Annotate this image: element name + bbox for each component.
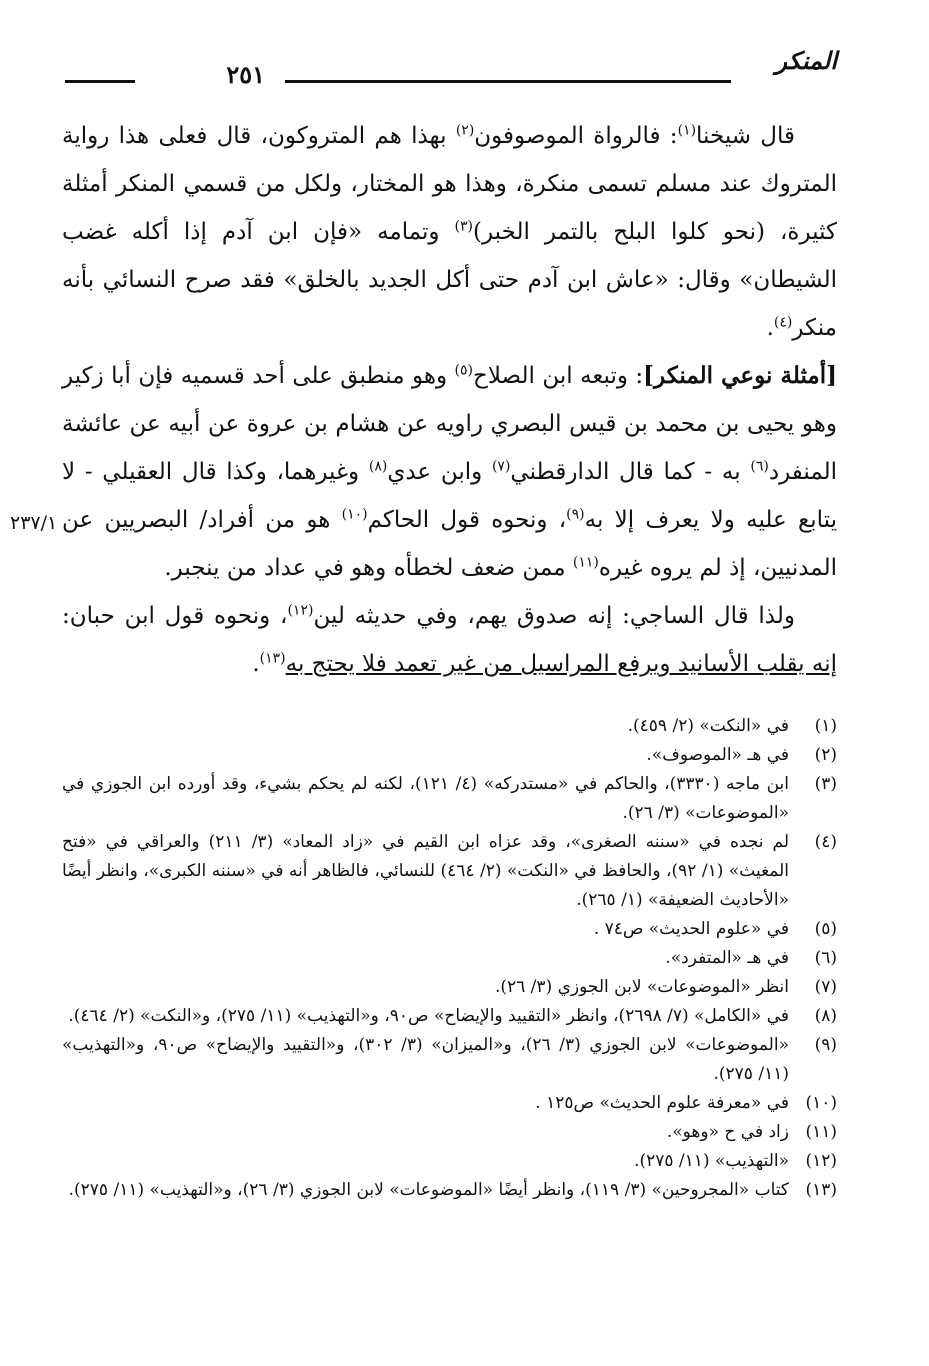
footnote-number: (٥) bbox=[814, 919, 837, 939]
paragraph-3 bbox=[62, 592, 837, 688]
footnote bbox=[62, 1147, 837, 1176]
header-rule-right bbox=[285, 80, 731, 83]
text-run: وهو منطبق على أحد قسميه فإن أبا زكير وهو يحيى بن محمد بن قيس البصري راويه عن هشام بن عروة عن أبيه عن عائشة المنفرد bbox=[62, 363, 838, 485]
footnote-text: «الموضوعات» لابن الجوزي (٣/ ٢٦)، و«الميزان» (٣/ ٣٠٢)، و«التقييد والإيضاح» ص٩٠، و«التهذيب» (١١/ ٢٧٥). bbox=[62, 1035, 789, 1084]
footnote-text: انظر «الموضوعات» لابن الجوزي (٣/ ٢٦). bbox=[494, 977, 789, 997]
footnote-ref: (١٠) bbox=[341, 506, 368, 523]
footnote-text: في هـ «الموصوف». bbox=[646, 745, 789, 765]
footnote-text: كتاب «المجروحين» (٣/ ١١٩)، وانظر أيضًا «الموضوعات» لابن الجوزي (٣/ ٢٦)، و«التهذيب» (١١/ ٢٧٥). bbox=[68, 1180, 789, 1200]
footnote bbox=[62, 1002, 837, 1031]
main-text bbox=[62, 112, 837, 688]
text-run: . bbox=[766, 315, 774, 341]
footnote-number: (٨) bbox=[814, 1006, 837, 1026]
footnote-ref: (١١) bbox=[572, 554, 599, 571]
text-run: وتمامه «فإن ابن آدم إذا أكله غضب الشيطان» وقال: «عاش ابن آدم حتى أكل الجديد بالخلق» فقد صرح النسائي بأنه منكر bbox=[62, 219, 837, 341]
footnote-number: (١٠) bbox=[805, 1093, 837, 1113]
text-run: وابن عدي bbox=[387, 459, 492, 485]
footnote-text: ابن ماجه (٣٣٣٠)، والحاكم في «مستدركه» (٤/ ١٢١)، لكنه لم يحكم بشيء، وقد أورده ابن الجوزي في «الموضوعات» (٣/ ٢٦). bbox=[62, 774, 789, 823]
footnote-ref: (١) bbox=[677, 122, 697, 139]
header-rule-left bbox=[65, 80, 135, 83]
text-run: ، ونحوه قول ابن حبان: bbox=[62, 603, 288, 629]
footnote-ref: (٣) bbox=[454, 218, 474, 235]
text-run: . bbox=[252, 651, 260, 677]
footnote bbox=[62, 1176, 837, 1205]
footnote bbox=[62, 1118, 837, 1147]
margin-note: ٢٣٧/١ bbox=[10, 512, 58, 534]
footnote-ref: (١٢) bbox=[287, 602, 314, 619]
footnote-text: «التهذيب» (١١/ ٢٧٥). bbox=[634, 1151, 789, 1171]
footnote bbox=[62, 828, 837, 915]
footnote-number: (١٣) bbox=[805, 1180, 837, 1200]
footnote-number: (٢) bbox=[814, 745, 837, 765]
footnote-number: (١) bbox=[814, 716, 837, 736]
footnote bbox=[62, 741, 837, 770]
page-number: ٢٥١ bbox=[226, 60, 265, 89]
footnote-ref: (٢) bbox=[455, 122, 475, 139]
footnote-text: زاد في ح «وهو». bbox=[666, 1122, 789, 1142]
footnote-ref: (٨) bbox=[368, 458, 388, 475]
footnote-number: (١٢) bbox=[805, 1151, 837, 1171]
underlined-text: إنه يقلب الأسانيد ويرفع المراسيل من غير تعمد فلا يحتج به bbox=[285, 651, 837, 677]
footnote-number: (١١) bbox=[805, 1122, 837, 1142]
paragraph-1 bbox=[62, 112, 837, 352]
footnote-text: في هـ «المتفرد». bbox=[665, 948, 789, 968]
footnote-number: (٧) bbox=[814, 977, 837, 997]
text-run: ، ونحوه قول الحاكم bbox=[367, 507, 567, 533]
footnotes bbox=[62, 712, 837, 1205]
footnote-ref: (٥) bbox=[454, 362, 473, 379]
text-run: به - كما قال الدارقطني bbox=[510, 459, 751, 485]
footnote-ref: (٤) bbox=[773, 314, 793, 331]
text-run: بهذا هم المتروكون، قال فعلى هذا رواية المتروك عند مسلم تسمى منكرة، وهذا هو المختار، ولكل من قسمي المنكر أمثلة كثيرة، (نحو كلوا البلح بالتمر الخبر) bbox=[62, 123, 837, 245]
footnote bbox=[62, 915, 837, 944]
footnote-ref: (١٣) bbox=[259, 650, 286, 667]
footnote bbox=[62, 770, 837, 828]
footnote bbox=[62, 712, 837, 741]
footnote bbox=[62, 1089, 837, 1118]
footnote-text: في «النكت» (٢/ ٤٥٩). bbox=[627, 716, 789, 736]
footnote-number: (٦) bbox=[814, 948, 837, 968]
footnote-number: (٩) bbox=[814, 1035, 837, 1055]
text-run: وغيرهما، وكذا قال العقيلي - لا يتابع عليه ولا يعرف إلا به bbox=[62, 459, 837, 533]
footnote-ref: (٩) bbox=[566, 506, 585, 523]
text-run: ممن ضعف لخطأه وهو في عداد من ينجبر. bbox=[164, 555, 573, 581]
footnote-text: في «علوم الحديث» ص٧٤ . bbox=[593, 919, 789, 939]
footnote-ref: (٧) bbox=[491, 458, 511, 475]
footnote-number: (٤) bbox=[814, 832, 837, 852]
footnote-text: لم نجده في «سننه الصغرى»، وقد عزاه ابن القيم في «زاد المعاد» (٣/ ٢١١) والعراقي في «فتح المغيث» (١/ ٩٢)، والحافظ في «النكت» (٢/ ٤٦٤) للنسائي، فالظاهر أنه في «سننه الكبرى»، وانظر أيضًا «الأحاديث الضعيفة» (١/ ٢٦٥). bbox=[62, 832, 790, 910]
footnote-number: (٣) bbox=[814, 774, 837, 794]
section-heading: [أمثلة نوعي المنكر] bbox=[643, 362, 837, 389]
text-run: ولذا قال الساجي: إنه صدوق يهم، وفي حديثه لين bbox=[313, 603, 795, 629]
footnote-text: في «معرفة علوم الحديث» ص١٢٥ . bbox=[535, 1093, 789, 1113]
text-run: : وتبعه ابن الصلاح bbox=[472, 363, 644, 389]
footnote-ref: (٦) bbox=[750, 458, 769, 475]
footnote bbox=[62, 1031, 837, 1089]
page-header bbox=[62, 40, 837, 90]
text-run: قال شيخنا bbox=[696, 123, 796, 149]
paragraph-2 bbox=[62, 352, 837, 592]
text-run: : فالرواة الموصوفون bbox=[474, 123, 678, 149]
footnote-text: في «الكامل» (٧/ ٢٦٩٨)، وانظر «التقييد والإيضاح» ص٩٠، و«التهذيب» (١١/ ٢٧٥)، و«النكت» (٢/ ٤٦٤). bbox=[68, 1006, 789, 1026]
text-run: هو من أفراد/ البصريين عن المدنيين، إذ لم يروه غيره bbox=[62, 507, 837, 581]
footnote bbox=[62, 944, 837, 973]
footnote bbox=[62, 973, 837, 1002]
running-title: المنكر bbox=[775, 46, 837, 75]
